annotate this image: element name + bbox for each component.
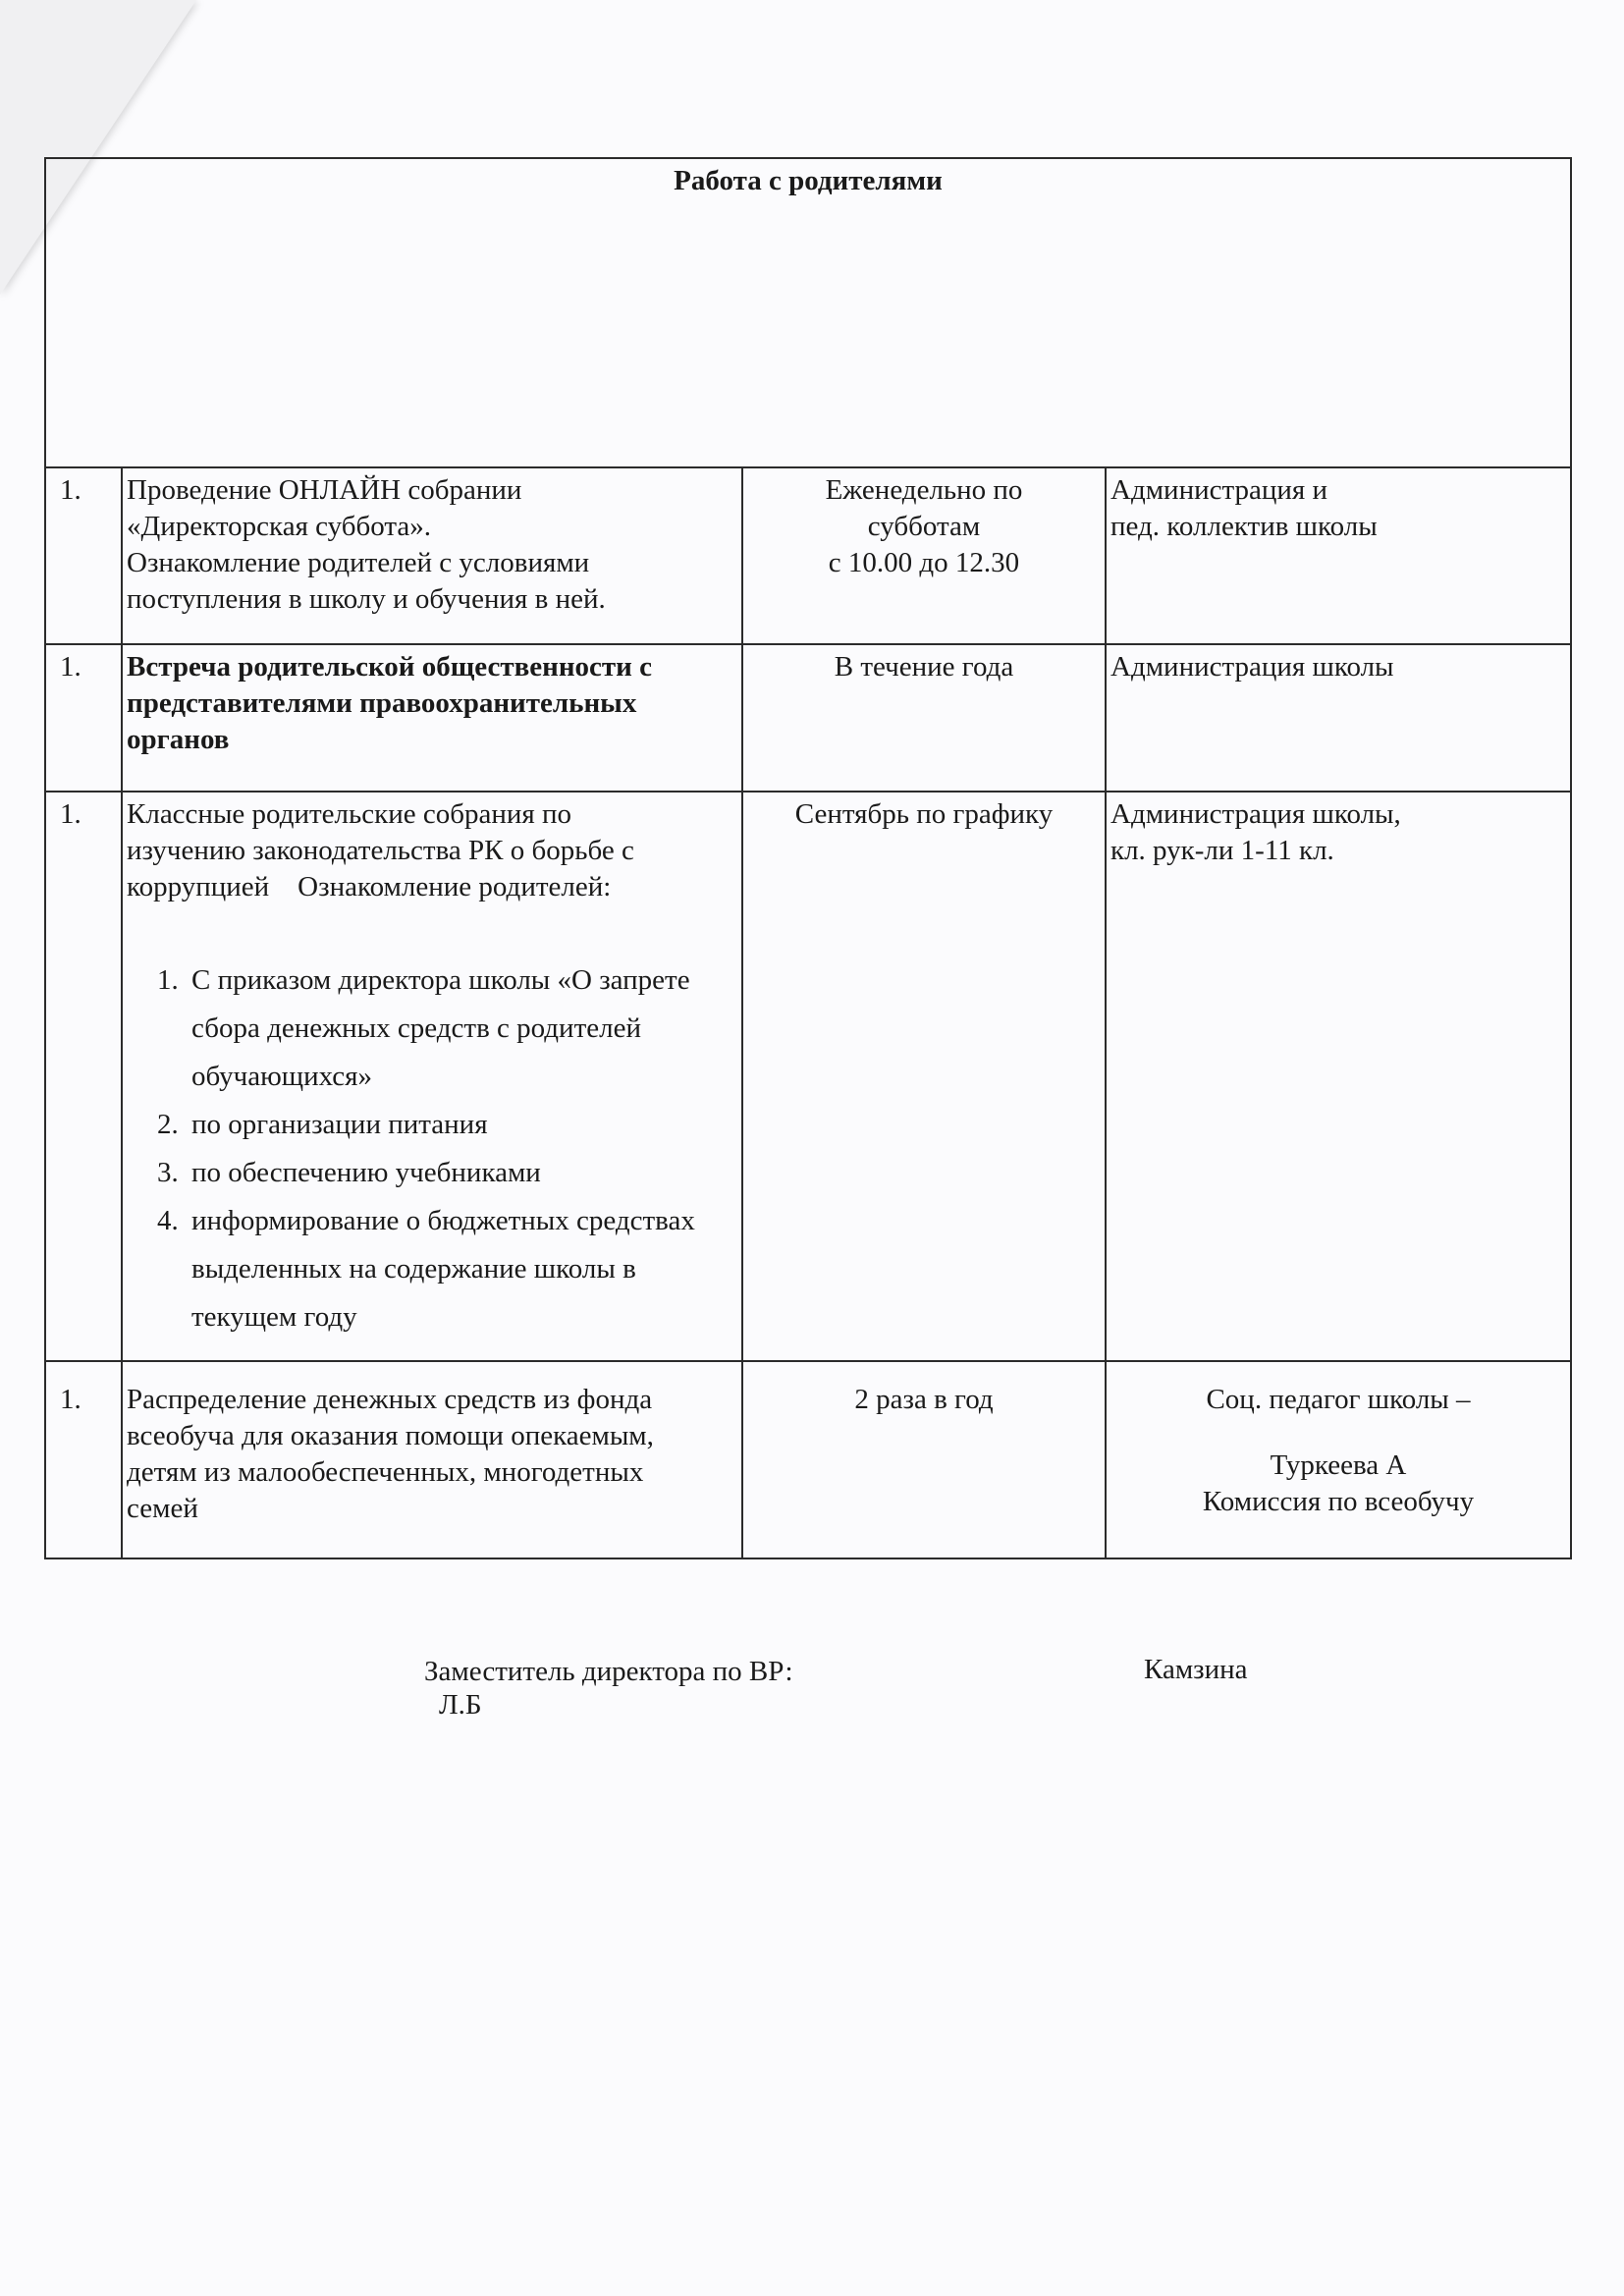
event-line: органов <box>127 724 230 755</box>
table-row <box>45 792 1571 1361</box>
event-line: Распределение денежных средств из фонда <box>127 1384 653 1415</box>
responsible-line: Администрация школы <box>1110 651 1394 683</box>
responsible-line: Администрация школы, <box>1110 798 1401 830</box>
signature-name: Камзина <box>1144 1654 1248 1685</box>
event-line: Ознакомление родителей с условиями <box>127 547 590 578</box>
responsible-line: кл. рук-ли 1-11 кл. <box>1110 835 1334 866</box>
spacer <box>1110 1418 1566 1448</box>
event-line: коррупцией Ознакомление родителей: <box>127 871 612 902</box>
section-header-row <box>45 158 1571 467</box>
date-cell <box>742 1361 1106 1558</box>
event-line: Классные родительские собрания по <box>127 798 571 830</box>
event-cell <box>122 792 742 1361</box>
sub-items-list <box>127 957 737 1341</box>
plan-table <box>44 157 1572 1559</box>
responsible-line: Комиссия по всеобучу <box>1202 1486 1475 1517</box>
date-line: с 10.00 до 12.30 <box>828 547 1020 578</box>
event-line: всеобуча для оказания помощи опекаемым, <box>127 1420 654 1451</box>
row-number: 1. <box>45 1361 122 1558</box>
event-line: представителями правоохранительных <box>127 687 637 719</box>
responsible-line: пед. коллектив школы <box>1110 511 1378 542</box>
event-cell <box>122 644 742 792</box>
row-number: 1. <box>45 644 122 792</box>
responsible-cell <box>1106 467 1571 644</box>
responsible-cell <box>1106 792 1571 1361</box>
date-cell <box>742 792 1106 1361</box>
event-cell <box>122 467 742 644</box>
sub-item: 3. по обеспечению учебниками <box>186 1149 737 1197</box>
responsible-cell <box>1106 644 1571 792</box>
table-row <box>45 467 1571 644</box>
table-row <box>45 1361 1571 1558</box>
event-line: Проведение ОНЛАЙН собрании <box>127 474 522 506</box>
date-line: В течение года <box>834 651 1014 683</box>
date-cell <box>742 644 1106 792</box>
responsible-line: Соц. педагог школы – <box>1206 1384 1471 1415</box>
date-line: субботам <box>867 511 981 542</box>
event-line: детям из малообеспеченных, многодетных <box>127 1456 644 1488</box>
event-line: поступления в школу и обучения в ней. <box>127 583 606 615</box>
responsible-line: Туркеева А <box>1270 1449 1407 1481</box>
section-title: Работа с родителями <box>45 158 1571 467</box>
row-number: 1. <box>45 467 122 644</box>
date-line: Сентябрь по графику <box>794 798 1054 830</box>
event-line: семей <box>127 1493 198 1524</box>
event-line: «Директорская суббота». <box>127 511 432 542</box>
date-cell <box>742 467 1106 644</box>
responsible-cell <box>1106 1361 1571 1558</box>
row-number: 1. <box>45 792 122 1361</box>
sub-item: 1. С приказом директора школы «О запрете сбора денежных средств с родителей обучающихся» <box>186 957 737 1101</box>
signature-position: Заместитель директора по ВР: <box>424 1656 793 1687</box>
date-line: Еженедельно по <box>825 474 1023 506</box>
event-cell <box>122 1361 742 1558</box>
sub-item: 2. по организации питания <box>186 1101 737 1149</box>
event-line: изучению законодательства РК о борьбе с <box>127 835 634 866</box>
event-line: Встреча родительской общественности с <box>127 651 652 683</box>
table-row <box>45 644 1571 792</box>
signature-initials: Л.Б <box>439 1689 482 1721</box>
date-line: 2 раза в год <box>854 1384 994 1415</box>
sub-item: 4. информирование о бюджетных средствах выделенных на содержание школы в текущем году <box>186 1197 737 1341</box>
responsible-line: Администрация и <box>1110 474 1328 506</box>
